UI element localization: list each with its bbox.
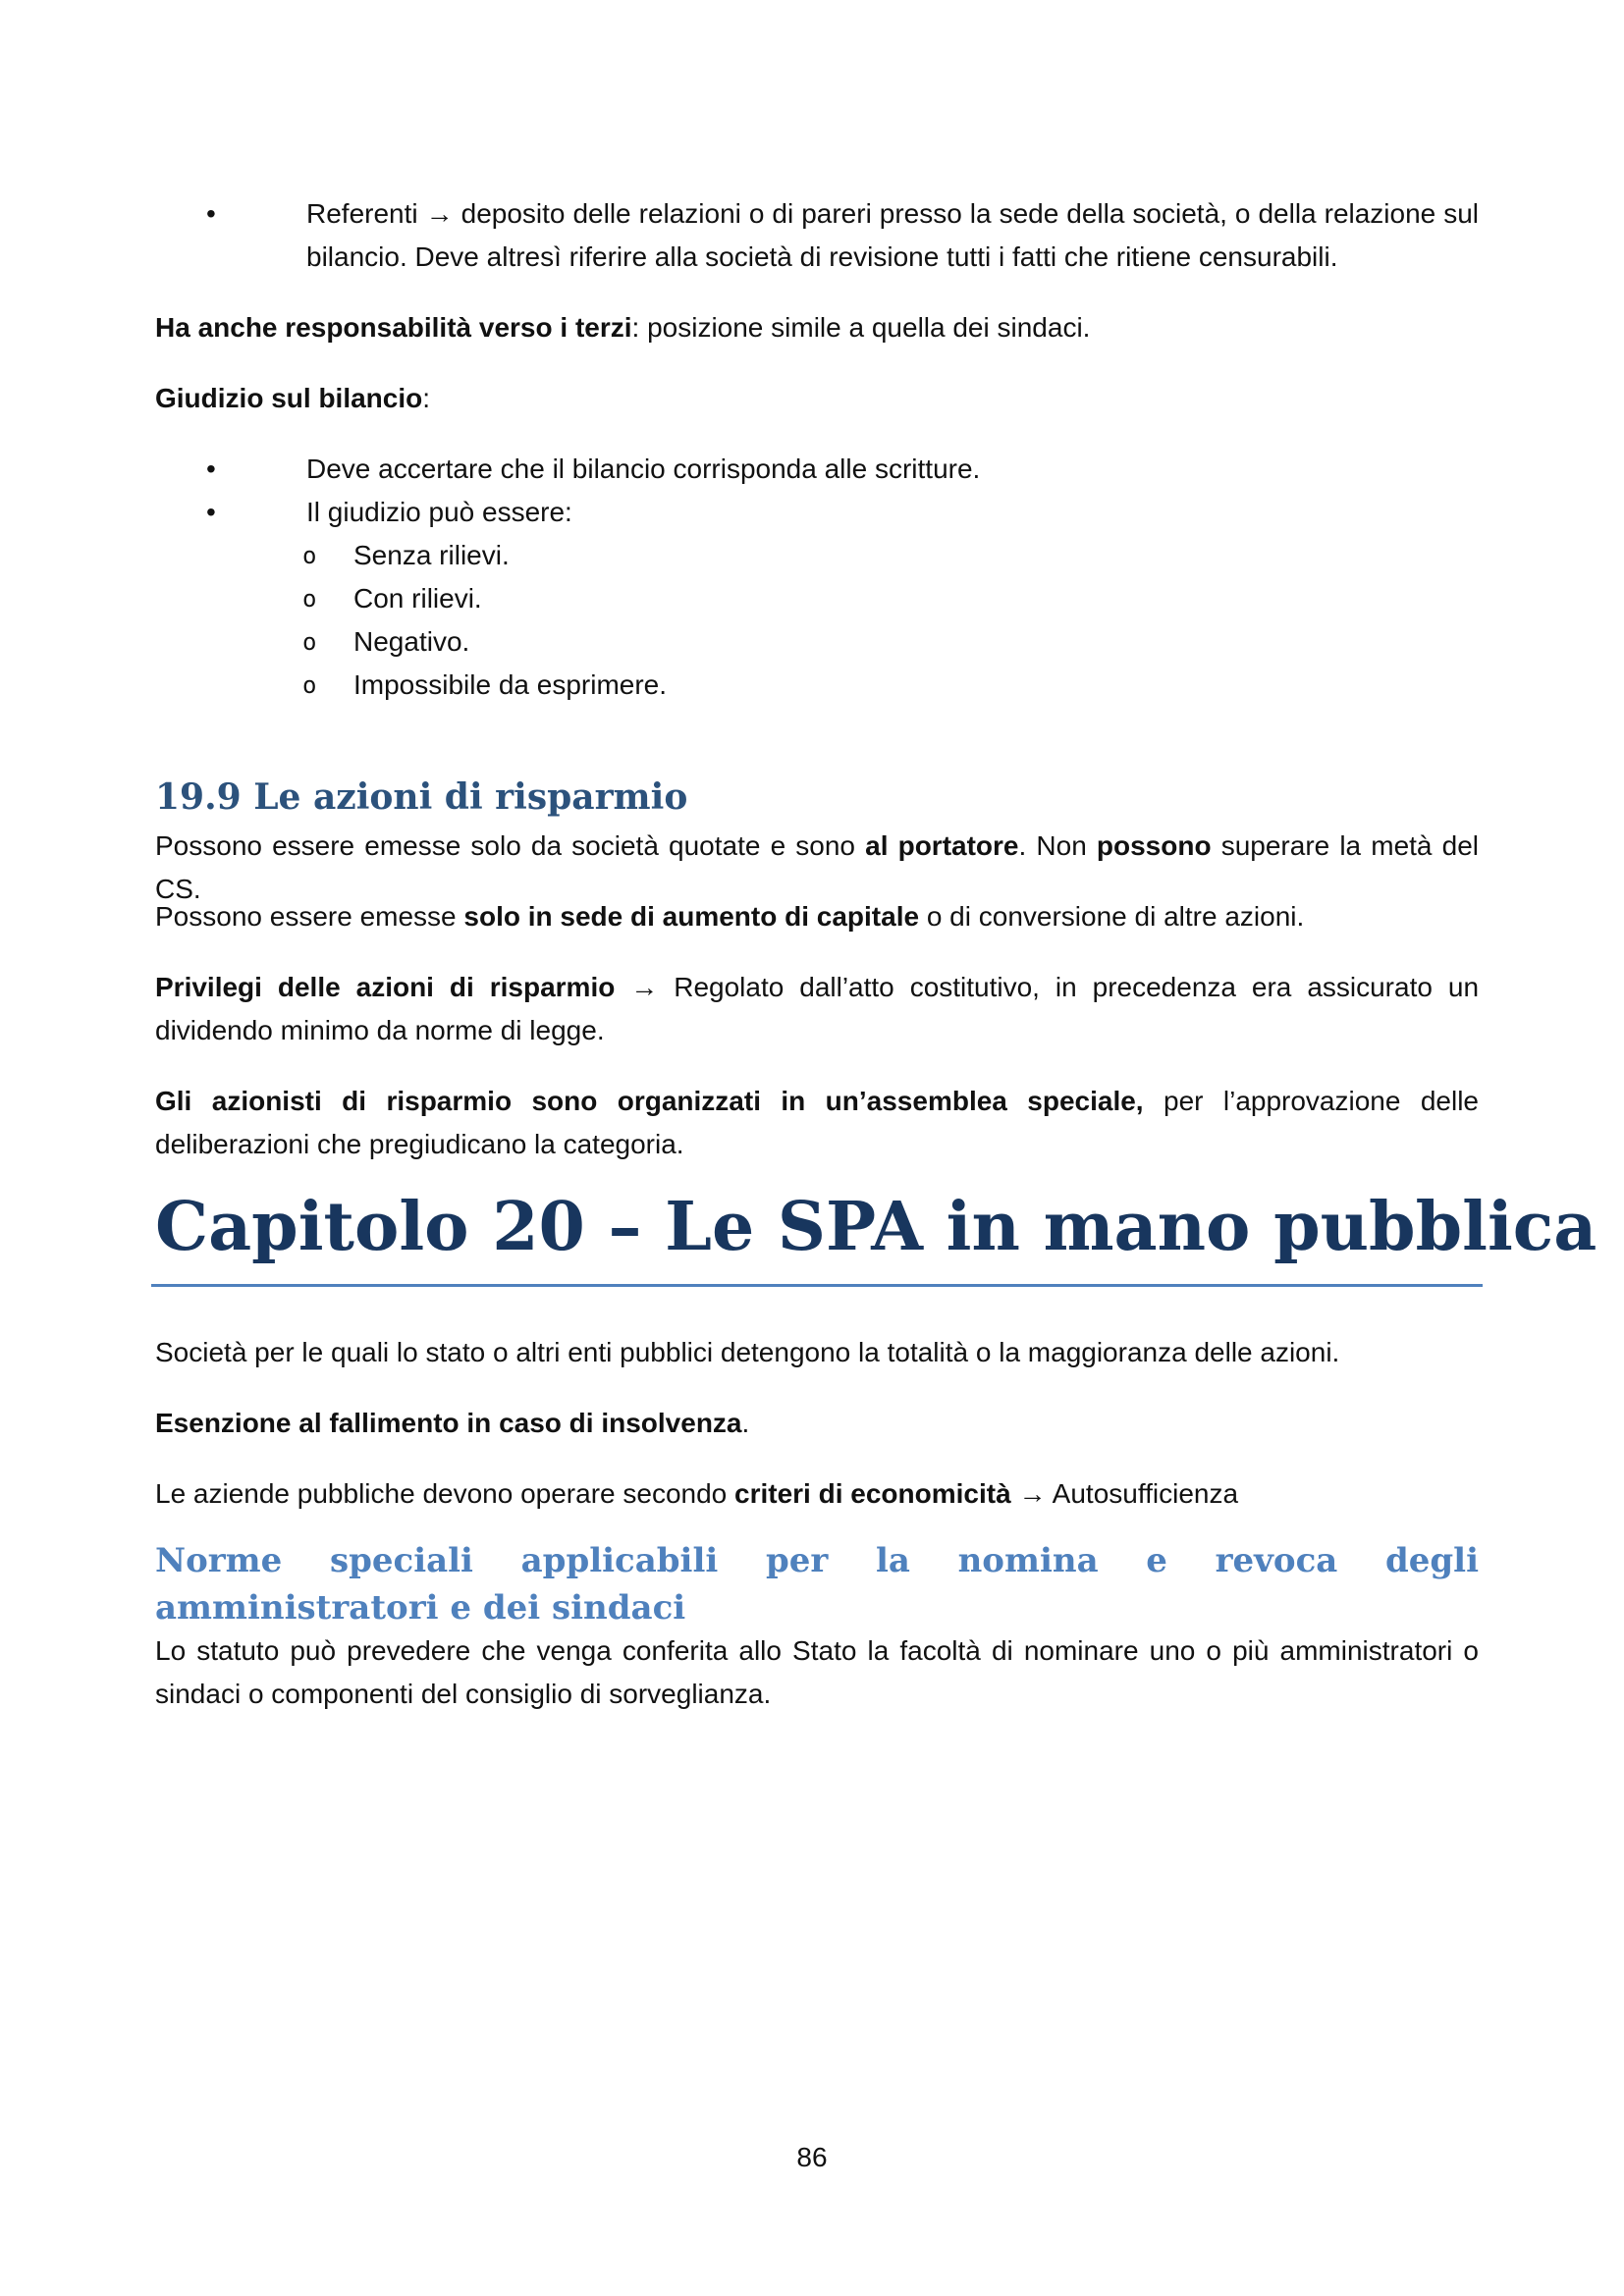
bullet-referenti — [206, 192, 1479, 279]
chapter-title: Capitolo 20 – Le SPA in mano pubblica — [155, 1188, 1597, 1266]
arrow-icon: → — [1018, 1478, 1047, 1509]
paragraph: Le aziende pubbliche devono operare secondo criteri di economicità → Autosufficienza — [155, 1478, 1239, 1509]
paragraph-resp-terzi: Ha anche responsabilità verso i terzi: posizione simile a quella dei sindaci. — [155, 312, 1091, 343]
paragraph: Lo statuto può prevedere che venga conferita allo Stato la facoltà di nominare uno o più amministratori o sindaci o componenti del consiglio di sorveglianza. — [155, 1635, 1479, 1709]
paragraph: Società per le quali lo stato o altri enti pubblici detengono la totalità o la maggioranza delle azioni. — [155, 1337, 1340, 1367]
bullet-dot: • — [206, 454, 216, 484]
sub-list-item: o Negativo. — [302, 620, 469, 664]
bullet-text: deposito delle relazioni o di pareri presso la sede della società, o della relazione sul bilancio. Deve altresì riferire alla società di revisione tutti i fatti che ritiene censurabili. — [306, 198, 1480, 272]
sub-list-item: o Con rilievi. — [302, 577, 482, 620]
list-item: • Deve accertare che il bilancio corrisponda alle scritture. — [206, 448, 1479, 491]
bullet-dot: • — [206, 497, 216, 527]
sub-list-item: o Senza rilievi. — [302, 534, 510, 577]
paragraph-privilegi: Privilegi delle azioni di risparmio → Regolato dall’atto costitutivo, in precedenza era assicurato un dividendo minimo da norme di legge. — [155, 972, 1480, 1045]
sub-list-item: o Impossibile da esprimere. — [302, 664, 667, 707]
paragraph-assemblea: Gli azionisti di risparmio sono organizzati in un’assemblea speciale, per l’approvazione delle deliberazioni che pregiudicano la categoria. — [155, 1086, 1480, 1159]
circle-bullet-icon: o — [302, 628, 317, 656]
list-item: • Il giudizio può essere: — [206, 491, 1479, 534]
subsection-heading: Norme speciali applicabili per la nomina e revoca degli amministratori e dei sindaci — [155, 1541, 1479, 1628]
circle-bullet-icon: o — [302, 542, 317, 569]
paragraph-giudizio: Giudizio sul bilancio: — [155, 383, 431, 413]
arrow-icon: → — [425, 198, 454, 229]
bullet-dot: • — [206, 198, 216, 229]
bullet-lead: Referenti — [306, 198, 418, 229]
chapter-divider — [151, 1284, 1483, 1287]
arrow-icon: → — [630, 972, 659, 1002]
paragraph: Esenzione al fallimento in caso di insolvenza. — [155, 1408, 750, 1438]
page-number: 86 — [796, 2142, 828, 2172]
circle-bullet-icon: o — [302, 585, 317, 613]
paragraph: Possono essere emesse solo in sede di aumento di capitale o di conversione di altre azioni. — [155, 901, 1305, 932]
section-heading-19-9: 19.9 Le azioni di risparmio — [155, 776, 688, 818]
paragraph: Possono essere emesse solo da società quotate e sono al portatore. Non possono superare la metà del CS. — [155, 830, 1479, 904]
circle-bullet-icon: o — [302, 671, 317, 699]
